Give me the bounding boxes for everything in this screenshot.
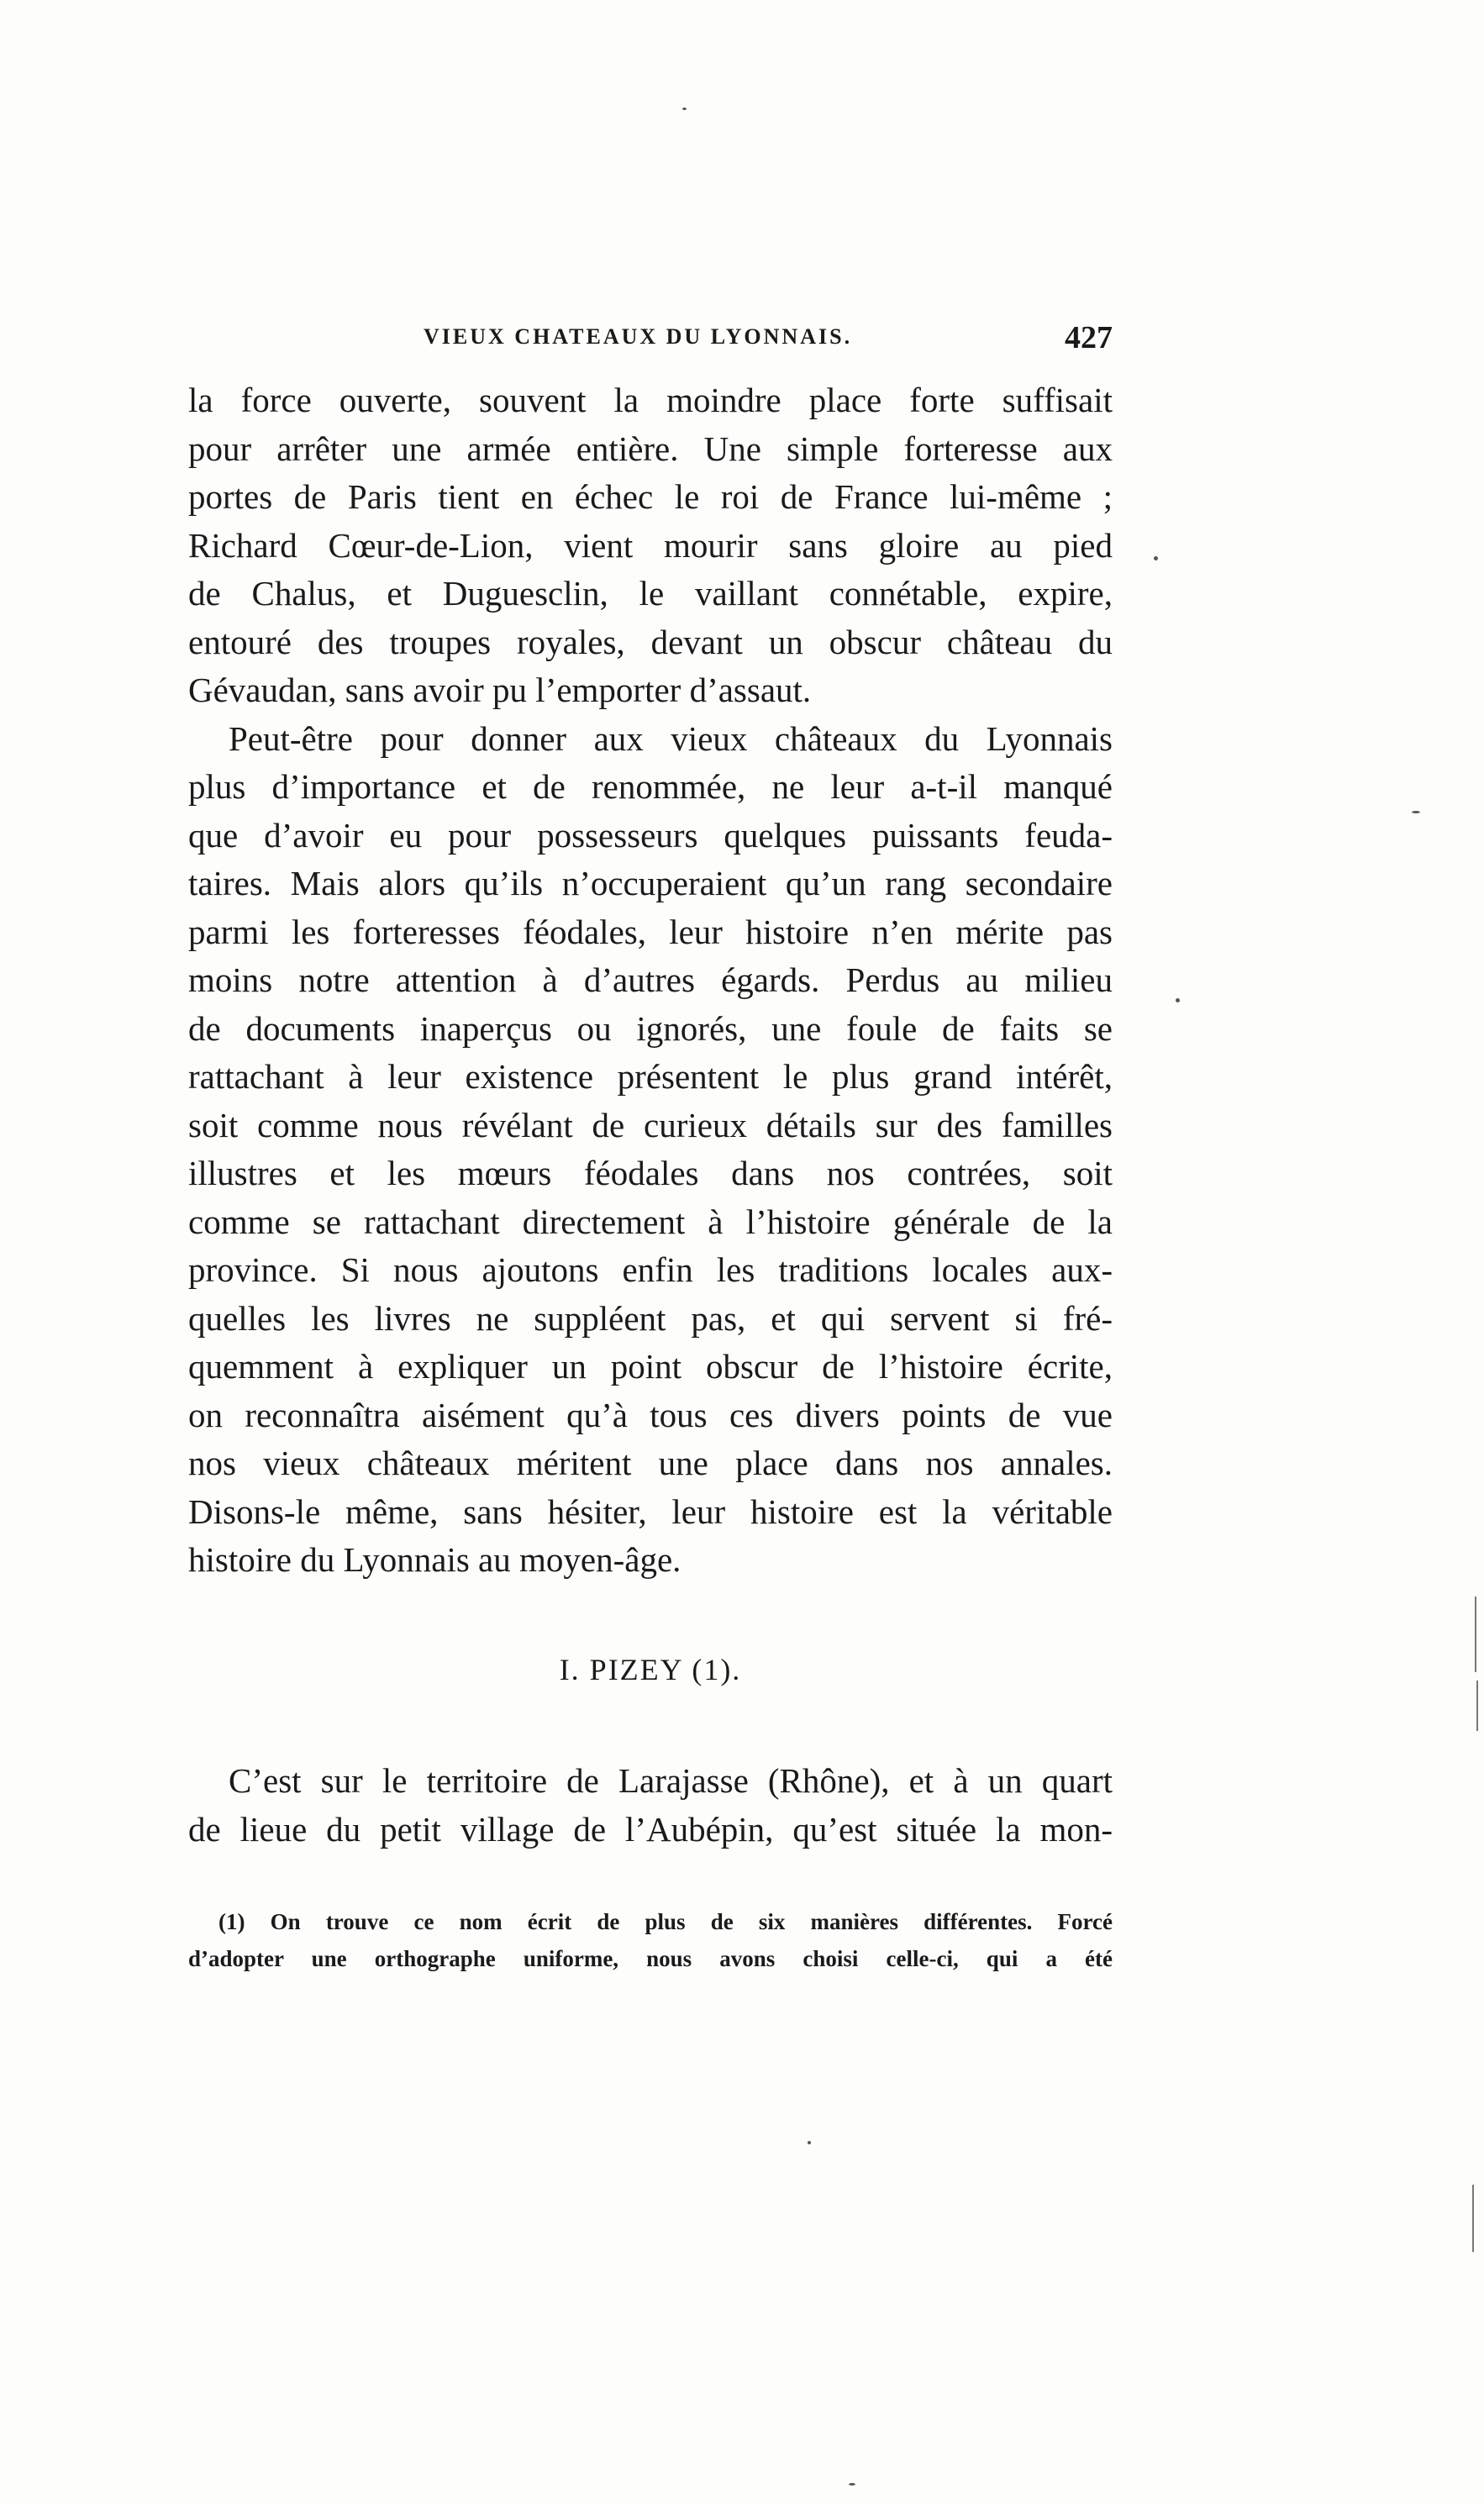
text-line: C’est sur le territoire de Larajasse (Rhône), et à un quart [229, 1761, 1113, 1800]
text-line: de Chalus, et Duguesclin, le vaillant connétable, expire, [188, 574, 1113, 613]
text-line: taires. Mais alors qu’ils n’occuperaient qu’un rang secondaire [188, 864, 1113, 902]
text-line: moins notre attention à d’autres égards. Perdus au milieu [188, 960, 1113, 999]
text-line: la force ouverte, souvent la moindre place forte suffisait [188, 381, 1113, 419]
text-line: de documents inaperçus ou ignorés, une foule de faits se [188, 1008, 1113, 1048]
text-line: rattachant à leur existence présentent le plus grand intérêt, [188, 1057, 1113, 1096]
scan-edge-mark [1472, 2185, 1474, 2252]
text-line: portes de Paris tient en échec le roi de France lui-même ; [188, 477, 1113, 516]
scan-speck [1412, 811, 1420, 813]
text-line: Peut-être pour donner aux vieux châteaux du Lyonnais [229, 718, 1113, 758]
text-line: nos vieux châteaux méritent une place dans nos annales. [188, 1444, 1113, 1482]
text-line: quemment à expliquer un point obscur de l’histoire écrite, [188, 1347, 1113, 1386]
body-text [188, 376, 1113, 1585]
text-line: histoire du Lyonnais au moyen-âge. [188, 1540, 681, 1579]
scan-speck [808, 2141, 811, 2144]
text-line: que d’avoir eu pour possesseurs quelques puissants feuda- [188, 815, 1113, 855]
text-line: Disons-le même, sans hésiter, leur histoire est la véritable [188, 1491, 1113, 1531]
footnote-line: d’adopter une orthographe uniforme, nous avons choisi celle-ci, qui a été [188, 1946, 1113, 1971]
footnote [188, 1903, 1113, 1977]
text-line: Richard Cœur-de-Lion, vient mourir sans gloire au pied [188, 525, 1113, 565]
running-title: VIEUX CHATEAUX DU LYONNAIS. [424, 324, 853, 349]
scan-speck [682, 108, 687, 110]
text-line: comme se rattachant directement à l’histoire générale de la [188, 1202, 1113, 1241]
text-line: Gévaudan, sans avoir pu l’emporter d’assaut. [188, 671, 812, 709]
page-number: 427 [1065, 320, 1113, 355]
section-heading: I. PIZEY (1). [559, 1653, 742, 1686]
scan-speck [1154, 556, 1158, 560]
text-line: pour arrêter une armée entière. Une simple forteresse aux [188, 429, 1113, 468]
text-line: on reconnaîtra aisément qu’à tous ces divers points de vue [188, 1395, 1113, 1434]
scan-edge-mark [1476, 1681, 1478, 1731]
text-line: entouré des troupes royales, devant un obscur château du [188, 622, 1113, 661]
text-line: province. Si nous ajoutons enfin les traditions locales aux- [188, 1250, 1113, 1289]
text-line: parmi les forteresses féodales, leur histoire n’en mérite pas [188, 912, 1113, 951]
text-line: de lieue du petit village de l’Aubépin, qu’est située la mon- [188, 1810, 1113, 1849]
text-line: illustres et les mœurs féodales dans nos contrées, soit [188, 1154, 1113, 1192]
scan-speck [1176, 998, 1180, 1002]
scan-speck [849, 2483, 855, 2486]
footnote-line: (1) On trouve ce nom écrit de plus de six manières différentes. Forcé [218, 1909, 1113, 1934]
text-line: soit comme nous révélant de curieux détails sur des familles [188, 1105, 1113, 1144]
text-line: plus d’importance et de renommée, ne leur a-t-il manqué [188, 767, 1113, 806]
text-line: quelles les livres ne suppléent pas, et qui servent si fré- [188, 1298, 1113, 1338]
scan-edge-mark [1475, 1597, 1476, 1672]
section-text [188, 1756, 1113, 1854]
running-head [188, 320, 1113, 366]
